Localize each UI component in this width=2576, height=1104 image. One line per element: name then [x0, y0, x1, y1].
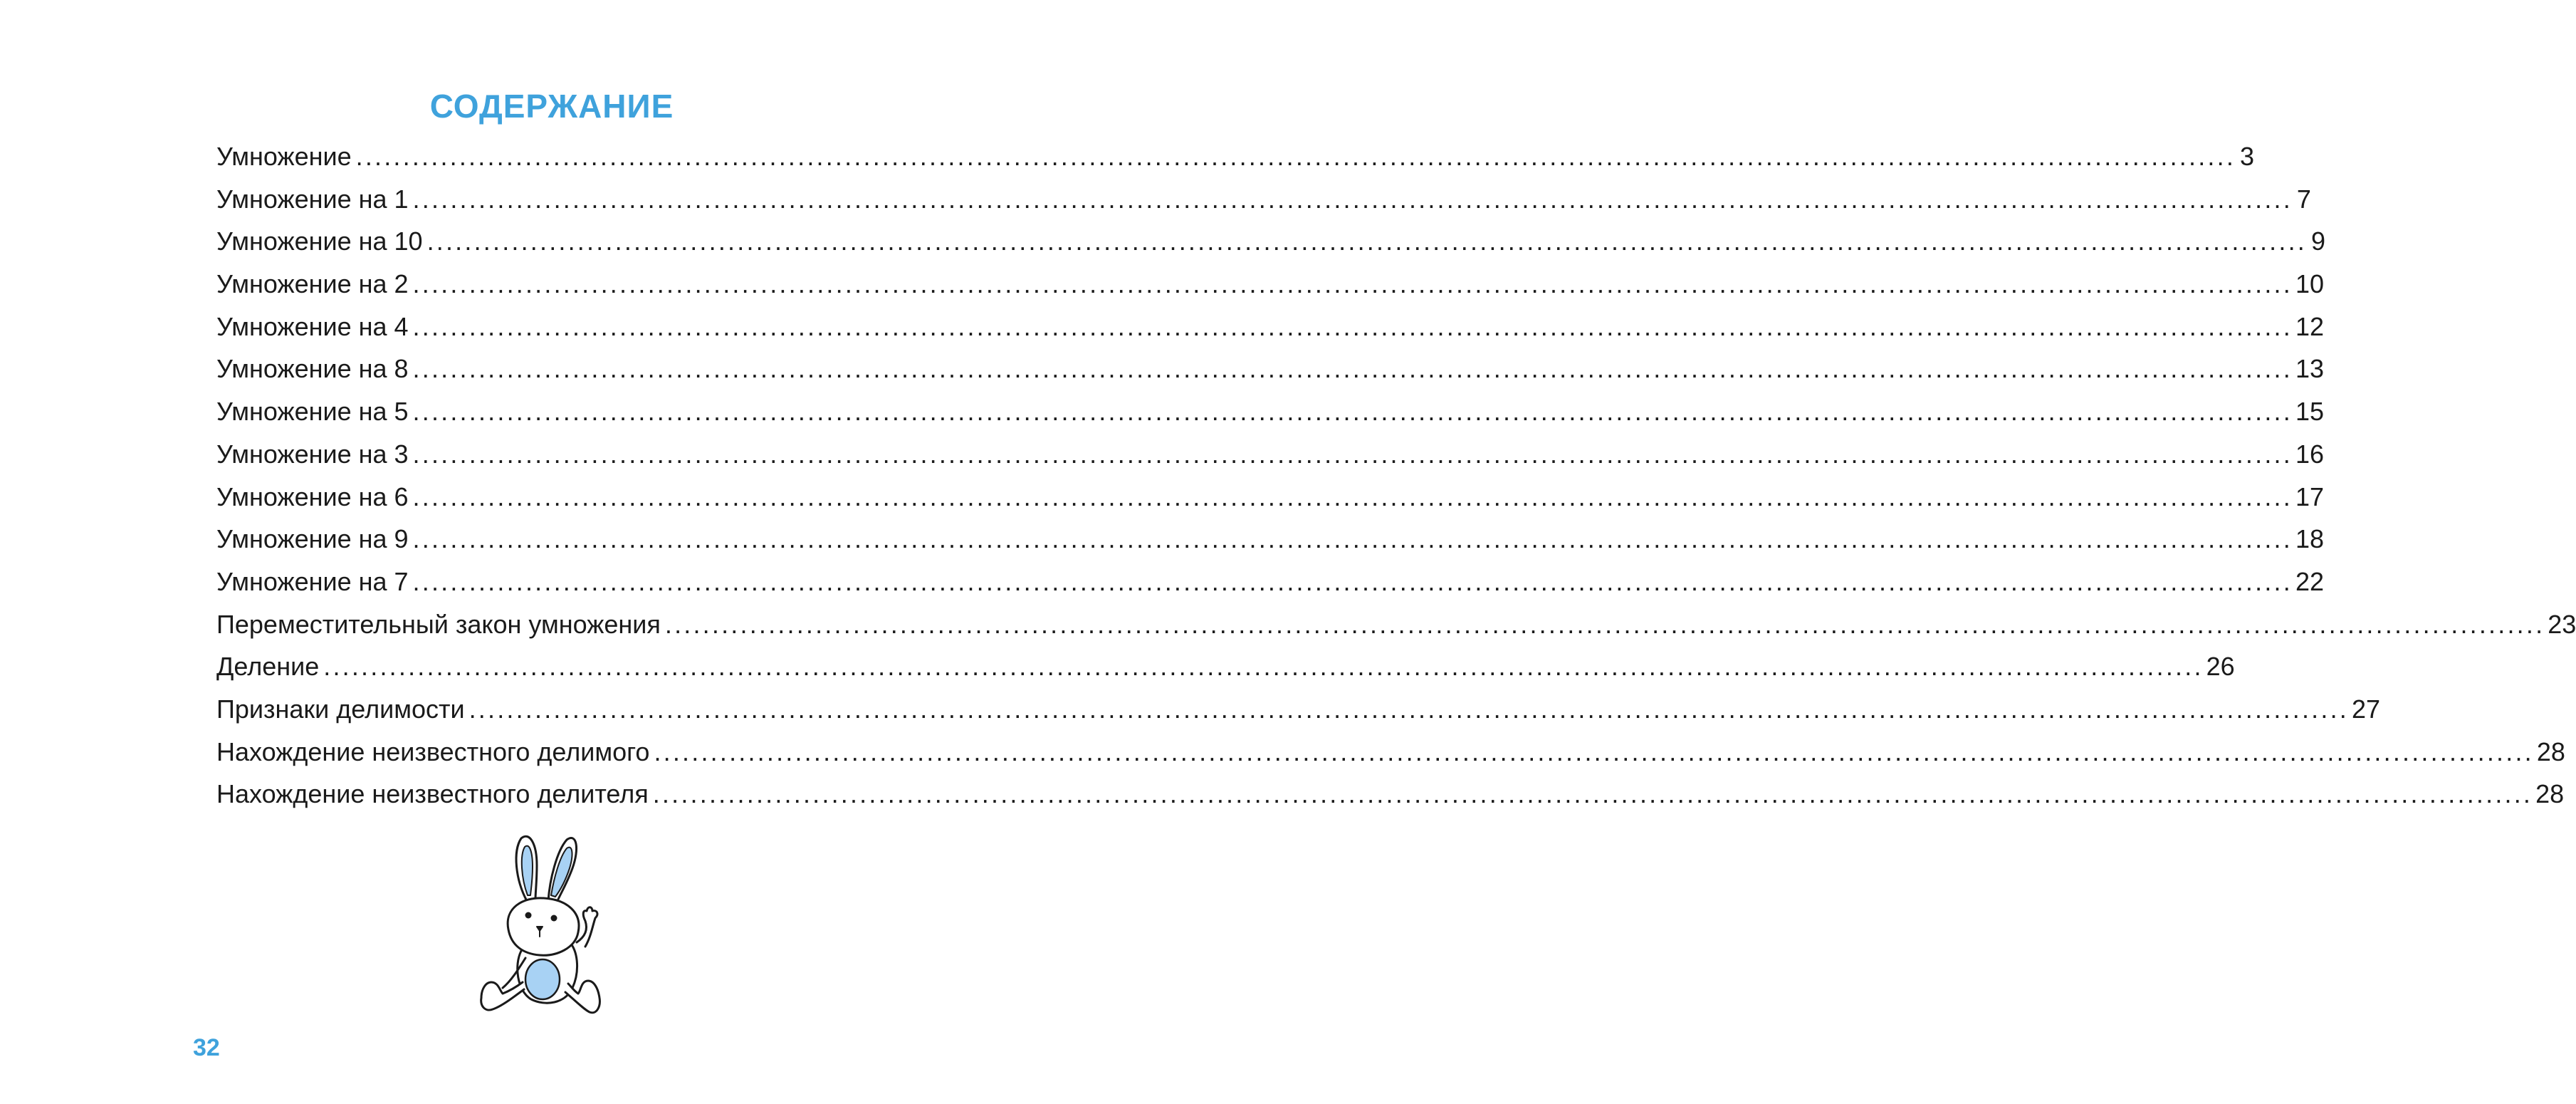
toc-entry-page: 17 [2295, 481, 2324, 511]
toc-entry [216, 433, 2324, 476]
toc-entry-title: Умножение на 5 [216, 397, 409, 427]
bunny-right-eye [551, 915, 557, 922]
toc-entry [216, 263, 2324, 306]
toc-dot-leader: ........................................................................................................................................................................................................ [412, 311, 2293, 341]
toc-entry-title: Умножение на 10 [216, 226, 423, 256]
bunny-left-eye [525, 912, 532, 919]
toc-entry-title: Умножение на 7 [216, 566, 409, 596]
bunny-icon [471, 830, 603, 1022]
toc-dot-leader: ........................................................................................................................................................................................................ [652, 779, 2533, 809]
toc-dot-leader: ........................................................................................................................................................................................................ [412, 439, 2293, 469]
toc-entry [216, 688, 2381, 731]
toc-entry-page: 7 [2296, 184, 2311, 214]
toc-dot-leader: ........................................................................................................................................................................................................ [412, 566, 2293, 596]
toc-entry-page: 28 [2536, 736, 2565, 766]
toc-entry-page: 18 [2295, 524, 2324, 554]
toc-entry-page: 22 [2295, 566, 2324, 596]
toc-entry [216, 645, 2235, 688]
toc-dot-leader: ........................................................................................................................................................................................................ [412, 354, 2293, 384]
toc-entry-title: Умножение на 3 [216, 439, 409, 469]
toc-dot-leader: ........................................................................................................................................................................................................ [412, 524, 2293, 554]
toc-dot-leader: ........................................................................................................................................................................................................ [654, 736, 2534, 766]
toc-entry-title: Умножение на 9 [216, 524, 409, 554]
toc-entry [216, 773, 2565, 816]
toc-entry-title: Нахождение неизвестного делителя [216, 779, 649, 809]
toc-entry [216, 178, 2311, 221]
toc-dot-leader: ........................................................................................................................................................................................................ [468, 694, 2349, 724]
toc-dot-leader: ........................................................................................................................................................................................................ [323, 652, 2204, 682]
toc-entry-page: 16 [2295, 439, 2324, 469]
toc-entry-title: Умножение на 1 [216, 184, 409, 214]
toc-entry [216, 603, 2576, 646]
toc-entry-page: 27 [2351, 694, 2381, 724]
toc-entry-title: Деление [216, 652, 320, 682]
toc-entry-page: 15 [2295, 397, 2324, 427]
toc-entry-title: Умножение на 6 [216, 481, 409, 511]
toc-entry [216, 518, 2324, 561]
toc-entry-title: Умножение [216, 142, 352, 171]
toc-dot-leader: ........................................................................................................................................................................................................ [664, 609, 2545, 639]
toc-entry-page: 3 [2239, 142, 2255, 171]
toc-dot-leader: ........................................................................................................................................................................................................ [355, 142, 2236, 171]
toc-entry [216, 390, 2324, 433]
toc-dot-leader: ........................................................................................................................................................................................................ [412, 481, 2293, 511]
toc-entry [216, 306, 2324, 348]
toc-entry [216, 135, 2255, 178]
bunny-belly [525, 959, 560, 999]
toc-dot-leader: ........................................................................................................................................................................................................ [412, 184, 2293, 214]
toc-dot-leader: ........................................................................................................................................................................................................ [412, 269, 2293, 299]
bunny-right-leg [565, 981, 600, 1013]
toc-entry-title: Умножение на 8 [216, 354, 409, 384]
page-title: СОДЕРЖАНИЕ [429, 88, 674, 125]
bunny-head [508, 898, 579, 955]
toc-entry-title: Умножение на 2 [216, 269, 409, 299]
page-number: 32 [193, 1034, 220, 1061]
toc-entry [216, 561, 2324, 603]
toc-entry-page: 9 [2310, 226, 2325, 256]
bunny-left-leg [481, 982, 524, 1010]
toc-entry-page: 26 [2206, 652, 2235, 682]
toc-entry-title: Признаки делимости [216, 694, 465, 724]
toc-entry-page: 13 [2295, 354, 2324, 384]
toc-entry-page: 23 [2548, 609, 2576, 639]
toc-entry-page: 12 [2295, 311, 2324, 341]
toc-entry [216, 348, 2324, 390]
table-of-contents [216, 135, 2576, 816]
toc-entry-page: 10 [2295, 269, 2324, 299]
toc-entry [216, 476, 2324, 519]
toc-entry-title: Нахождение неизвестного делимого [216, 736, 650, 766]
toc-entry-title: Переместительный закон умножения [216, 609, 661, 639]
toc-entry [216, 220, 2325, 263]
toc-dot-leader: ........................................................................................................................................................................................................ [426, 226, 2307, 256]
toc-entry-title: Умножение на 4 [216, 311, 409, 341]
toc-dot-leader: ........................................................................................................................................................................................................ [412, 397, 2293, 427]
toc-entry [216, 731, 2565, 774]
toc-entry-page: 28 [2535, 779, 2565, 809]
